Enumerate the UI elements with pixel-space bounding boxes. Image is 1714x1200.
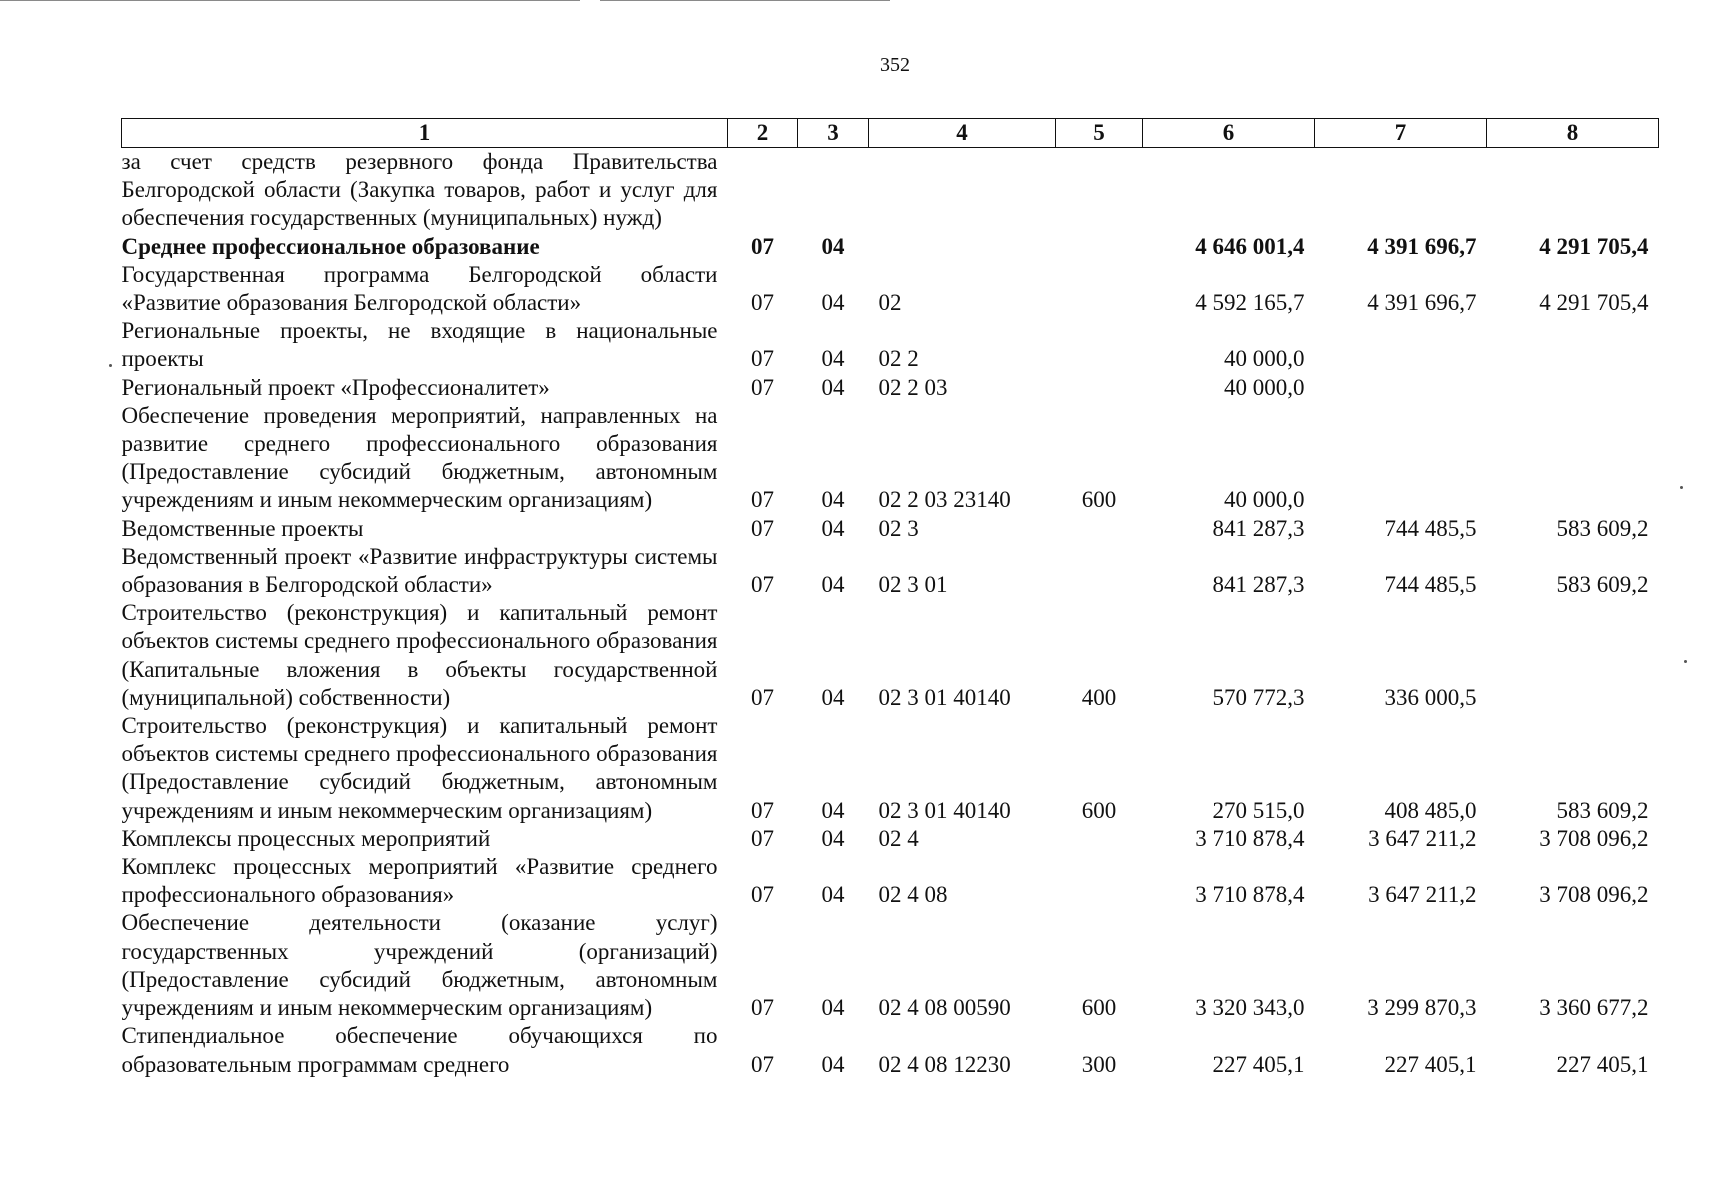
row-label: Комплексы процессных мероприятий [121, 825, 491, 851]
column-5-cell [1056, 317, 1143, 373]
column-2-cell: 07 [751, 995, 774, 1021]
table-row [122, 148, 1659, 233]
table-row [122, 515, 1659, 543]
column-3-cell: 04 [821, 572, 845, 598]
table-body [122, 148, 1659, 1079]
column-4-cell: 02 3 01 40140 [878, 797, 1011, 823]
column-header: 3 [798, 119, 869, 148]
row-label: Государственная программа Белгородской области «Развитие образования Белгородской области» [121, 261, 718, 316]
column-8-cell [1487, 148, 1659, 233]
column-6-cell: 270 515,0 [1212, 797, 1305, 823]
table-row [122, 317, 1659, 373]
column-7-cell: 4 391 696,7 [1367, 290, 1477, 316]
table-header-row [122, 119, 1659, 148]
column-6-cell: 4 592 165,7 [1195, 290, 1305, 316]
column-3-cell: 04 [821, 233, 845, 259]
row-label: Строительство (реконструкция) и капитальный ремонт объектов системы среднего профессионального образования (Предоставление субсидий бюджетным, автономным учреждениям и иным некоммерческим организациям) [121, 713, 718, 823]
column-2-cell: 07 [751, 882, 774, 908]
row-label: Региональные проекты, не входящие в национальные проекты [121, 318, 718, 372]
column-7-cell: 744 485,5 [1384, 515, 1477, 541]
column-5-cell [1056, 148, 1143, 233]
column-5-cell [1056, 261, 1143, 317]
row-label: Комплекс процессных мероприятий «Развитие среднего профессионального образования» [121, 854, 718, 908]
table-row [122, 853, 1659, 909]
column-8-cell: 583 609,2 [1556, 797, 1649, 823]
column-4-cell: 02 [878, 290, 902, 316]
column-8-cell: 3 360 677,2 [1539, 995, 1649, 1021]
column-5-cell [1056, 853, 1143, 909]
column-3-cell: 04 [821, 684, 845, 710]
column-2-cell: 07 [751, 1051, 774, 1077]
budget-table [121, 118, 1659, 1079]
row-label: Стипендиальное обеспечение обучающихся по образовательным программам среднего [121, 1023, 718, 1077]
column-6-cell: 3 710 878,4 [1195, 825, 1305, 851]
column-6-cell: 227 405,1 [1212, 1051, 1305, 1077]
table-row [122, 909, 1659, 1022]
column-4-cell: 02 3 01 40140 [878, 684, 1011, 710]
table-row [122, 261, 1659, 317]
column-2-cell: 07 [751, 346, 774, 372]
column-3-cell: 04 [821, 825, 845, 851]
column-4-cell: 02 2 [878, 346, 919, 372]
column-3-cell: 04 [821, 797, 845, 823]
column-header: 2 [728, 119, 798, 148]
row-label: Обеспечение деятельности (оказание услуг) государственных учреждений (организаций) (Предоставление субсидий бюджетным, автономным учреждениям и иным некоммерческим организациям) [121, 910, 718, 1021]
column-7-cell [1315, 317, 1487, 373]
column-4-cell: 02 2 03 [878, 374, 948, 400]
column-8-cell: 4 291 705,4 [1539, 290, 1649, 316]
row-label: за счет средств резервного фонда Правительства Белгородской области (Закупка товаров, работ и услуг для обеспечения государственных (муниципальных) нужд) [121, 149, 718, 231]
column-7-cell: 3 647 211,2 [1368, 825, 1477, 851]
column-3-cell: 04 [821, 346, 845, 372]
scan-speck [109, 364, 112, 367]
column-3-cell [798, 148, 869, 233]
column-3-cell: 04 [821, 515, 845, 541]
column-2-cell: 07 [751, 825, 774, 851]
column-7-cell: 4 391 696,7 [1367, 233, 1477, 259]
column-header: 1 [122, 119, 728, 148]
column-header: 4 [869, 119, 1056, 148]
column-5-cell: 300 [1081, 1051, 1117, 1077]
column-8-cell: 3 708 096,2 [1539, 825, 1649, 851]
column-6-cell: 3 710 878,4 [1195, 882, 1305, 908]
scan-speck [1684, 660, 1687, 663]
column-2-cell: 07 [751, 487, 774, 513]
column-2-cell: 07 [751, 797, 774, 823]
table-row [122, 1022, 1659, 1078]
scan-edge-line [0, 0, 580, 1]
row-label: Среднее профессиональное образование [121, 233, 540, 259]
table-row [122, 712, 1659, 825]
column-6-cell: 841 287,3 [1212, 572, 1305, 598]
column-header: 6 [1143, 119, 1315, 148]
column-4-cell: 02 3 [878, 515, 919, 541]
column-2-cell: 07 [751, 572, 774, 598]
column-8-cell [1487, 317, 1659, 373]
column-3-cell: 04 [821, 995, 845, 1021]
column-4-cell: 02 4 [878, 825, 919, 851]
column-4-cell [869, 148, 1056, 233]
column-header: 5 [1056, 119, 1143, 148]
column-6-cell: 570 772,3 [1212, 684, 1305, 710]
column-8-cell: 4 291 705,4 [1539, 233, 1649, 259]
column-3-cell: 04 [821, 1051, 845, 1077]
column-3-cell: 04 [821, 487, 845, 513]
column-5-cell [1056, 543, 1143, 599]
scan-speck [1680, 486, 1683, 489]
column-7-cell: 227 405,1 [1384, 1051, 1477, 1077]
column-7-cell: 3 647 211,2 [1368, 882, 1477, 908]
column-4-cell: 02 4 08 12230 [878, 1051, 1011, 1077]
column-7-cell [1315, 374, 1487, 402]
column-5-cell [1056, 374, 1143, 402]
row-label: Региональный проект «Профессионалитет» [121, 374, 550, 400]
column-7-cell [1315, 148, 1487, 233]
column-2-cell: 07 [751, 374, 774, 400]
column-3-cell: 04 [821, 882, 845, 908]
column-7-cell: 744 485,5 [1384, 572, 1477, 598]
column-5-cell [1056, 515, 1143, 543]
column-7-cell: 408 485,0 [1384, 797, 1477, 823]
table-row [122, 599, 1659, 712]
table-row [122, 543, 1659, 599]
column-header: 7 [1315, 119, 1487, 148]
scan-edge-line [600, 0, 890, 1]
row-label: Обеспечение проведения мероприятий, направленных на развитие среднего профессионального образования (Предоставление субсидий бюджетным, автономным учреждениям и иным некоммерческим организациям) [121, 402, 718, 513]
column-5-cell: 600 [1081, 487, 1117, 513]
row-label: Ведомственные проекты [121, 515, 364, 541]
column-7-cell [1315, 402, 1487, 515]
column-8-cell [1487, 402, 1659, 515]
column-5-cell: 600 [1081, 797, 1117, 823]
table-row [122, 374, 1659, 402]
table-row [122, 402, 1659, 515]
column-3-cell: 04 [821, 290, 845, 316]
table-row [122, 825, 1659, 853]
column-5-cell: 400 [1081, 684, 1117, 710]
column-4-cell: 02 3 01 [878, 572, 948, 598]
column-4-cell: 02 2 03 23140 [878, 487, 1011, 513]
column-7-cell: 336 000,5 [1384, 684, 1477, 710]
column-6-cell: 40 000,0 [1224, 346, 1305, 372]
column-8-cell [1487, 599, 1659, 712]
row-label: Ведомственный проект «Развитие инфраструктуры системы образования в Белгородской области» [121, 543, 718, 598]
column-8-cell: 227 405,1 [1556, 1051, 1649, 1077]
row-label: Строительство (реконструкция) и капитальный ремонт объектов системы среднего профессионального образования (Капитальные вложения в объекты государственной (муниципальной) собственности) [121, 600, 718, 710]
column-8-cell [1487, 374, 1659, 402]
column-8-cell: 583 609,2 [1556, 515, 1649, 541]
column-6-cell: 40 000,0 [1224, 374, 1305, 400]
column-6-cell: 841 287,3 [1212, 515, 1305, 541]
column-8-cell: 3 708 096,2 [1539, 882, 1649, 908]
column-header: 8 [1487, 119, 1659, 148]
column-6-cell: 40 000,0 [1224, 487, 1305, 513]
column-2-cell: 07 [751, 684, 774, 710]
column-4-cell [869, 233, 1056, 261]
page-number: 352 [880, 54, 910, 76]
column-2-cell: 07 [751, 233, 774, 259]
column-2-cell: 07 [751, 290, 774, 316]
column-5-cell: 600 [1081, 995, 1117, 1021]
column-2-cell: 07 [751, 515, 774, 541]
column-3-cell: 04 [821, 374, 845, 400]
column-4-cell: 02 4 08 [878, 882, 948, 908]
column-7-cell: 3 299 870,3 [1367, 995, 1477, 1021]
column-4-cell: 02 4 08 00590 [878, 995, 1011, 1021]
column-5-cell [1056, 825, 1143, 853]
column-8-cell: 583 609,2 [1556, 572, 1649, 598]
column-6-cell: 4 646 001,4 [1195, 233, 1305, 259]
column-2-cell [728, 148, 798, 233]
table-row [122, 233, 1659, 261]
column-5-cell [1056, 233, 1143, 261]
column-6-cell: 3 320 343,0 [1195, 995, 1305, 1021]
column-6-cell [1143, 148, 1315, 233]
